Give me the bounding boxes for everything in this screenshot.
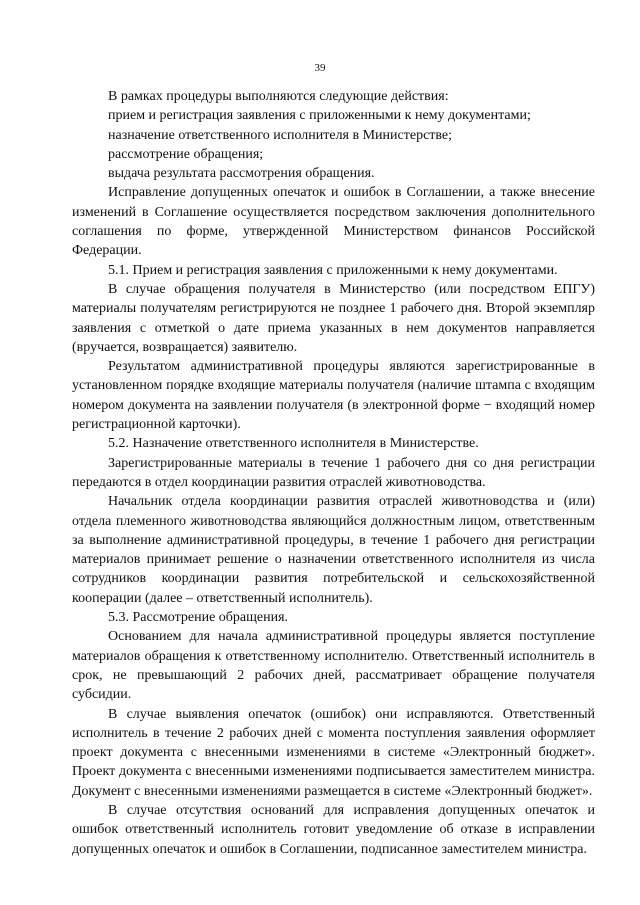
paragraph: выдача результата рассмотрения обращения.: [108, 166, 375, 182]
paragraph: Исправление допущенных опечаток и ошибок в Соглашении, а также внесение изменений в Соглашение осуществляется посредством заключения дополнительного соглашения по форме, утвержденной Министерством финансов Российской Федерации.: [72, 185, 595, 259]
paragraph: прием и регистрация заявления с приложенными к нему документами;: [108, 108, 531, 124]
paragraph: назначение ответственного исполнителя в Министерстве;: [108, 127, 453, 143]
paragraph: Зарегистрированные материалы в течение 1 рабочего дня со дня регистрации передаются в отдел координации развития отраслей животноводства.: [72, 455, 595, 490]
paragraph: В случае отсутствия оснований для исправления допущенных опечаток и ошибок ответственный исполнитель готовит уведомление об отказе в исправлении допущенных опечаток и ошибок в Соглашении, подписанное заместителем министра.: [72, 802, 595, 857]
paragraph: Начальник отдела координации развития отраслей животноводства и (или) отдела племенного животноводства являющийся должностным лицом, ответственным за выполнение административной процедуры, в течение 1 рабочего дня регистрации материалов принимает решение о назначении ответственного исполнителя из числа сотрудников координации развития потребительской и сельскохозяйственной кооперации (далее – ответственный исполнитель).: [72, 494, 595, 606]
paragraph: Основанием для начала административной процедуры является поступление материалов обращения к ответственному исполнителю. Ответственный исполнитель в срок, не превышающий 2 рабочих дней, рассматривает обращение получателя субсидии.: [72, 629, 595, 703]
document-body: [72, 87, 595, 859]
paragraph: В рамках процедуры выполняются следующие действия:: [108, 89, 449, 104]
section-heading: 5.2. Назначение ответственного исполнителя в Министерстве.: [108, 436, 479, 452]
paragraph: рассмотрение обращения;: [108, 146, 264, 162]
section-heading: 5.1. Прием и регистрация заявления с приложенными к нему документами.: [108, 262, 558, 278]
paragraph: В случае обращения получателя в Министерство (или посредством ЕПГУ) материалы получателям регистрируются не позднее 1 рабочего дня. Второй экземпляр заявления с отметкой о дате приема указанных в нем документов направляется (вручается, возвращается) заявителю.: [72, 281, 595, 355]
page-number: 39: [314, 62, 326, 74]
paragraph: В случае выявления опечаток (ошибок) они исправляются. Ответственный исполнитель в течение 2 рабочих дней с момента поступления заявления оформляет проект документа с внесенными изменениями в системе «Электронный бюджет». Проект документа с внесенными изменениями подписывается заместителем министра. Документ с внесенными изменениями размещается в системе «Электронный бюджет».: [72, 706, 595, 799]
paragraph: Результатом административной процедуры являются зарегистрированные в установленном порядке входящие материалы получателя (наличие штампа с входящим номером документа на заявлении получателя (в электронной форме − входящий номер регистрационной карточки).: [72, 359, 595, 433]
section-heading: 5.3. Рассмотрение обращения.: [108, 610, 289, 626]
